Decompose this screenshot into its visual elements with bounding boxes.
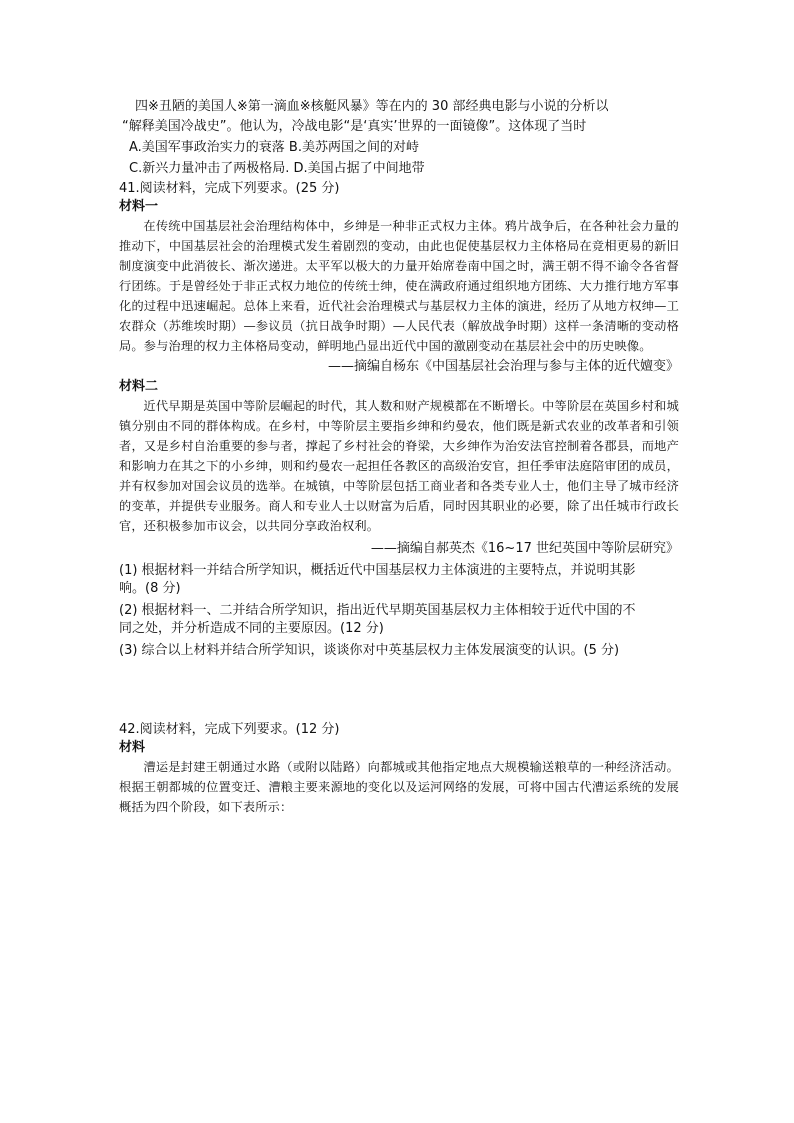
requirement-1-line-2: 响。(8 分) [119,581,181,596]
requirement-2-line-2: 同之处，并分析造成不同的主要原因。(12 分) [119,621,384,636]
requirement-3: (3) 综合以上材料并结合所学知识，谈谈你对中英基层权力主体发展演变的认识。(5 分) [119,643,620,658]
material-1-text: 在传统中国基层社会治理结构体中，乡绅是一种非正式权力主体。鸦片战争后，在各种社会力量的推动下，中国基层社会的治理模式发生着剧烈的变动，由此也促使基层权力主体格局在竞相更易的新旧制度演变中此消彼长、渐次递进。太平军以极大的力量开始席卷南中国之时，满王朝不得不谕令各省督行团练。于是曾经处于非正式权力地位的传统士绅，使在满政府通过组织地方团练、大力推行地方军事化的过程中迅速崛起。总体上来看，近代社会治理模式与基层权力主体的演进，经历了从地方权绅—工农群众（苏维埃时期）—参议员（抗日战争时期）—人民代表（解放战争时期）这样一条清晰的变动格局。参与治理的权力主体格局变动，鲜明地凸显出近代中国的激剧变动在基层社会中的历史映像。 [119,219,679,353]
material-1-source: ——摘编自杨东《中国基层社会治理与参与主体的近代嬗变》 [327,359,679,374]
requirement-2-line-1: (2) 根据材料一、二并结合所学知识，指出近代早期英国基层权力主体相较于近代中国的不 [119,603,636,618]
requirement-1-line-1: (1) 根据材料一并结合所学知识，概括近代中国基层权力主体演进的主要特点，并说明其影 [119,563,636,578]
material-2-heading: 材料二 [119,379,159,394]
q40-options-ab: A.美国军事政治实力的衰落 B.美苏两国之间的对峙 [129,140,419,155]
material-1-heading: 材料一 [119,199,159,214]
q40-stem-line-2: “解释美国冷战史”。他认为，冷战电影“是‘真实’世界的一面镜像”。这体现了当时 [122,119,587,134]
q42-material-body [119,757,679,817]
q41-stem: 41.阅读材料，完成下列要求。(25 分) [119,181,340,196]
question-40 [119,98,679,178]
material-2-body [119,396,679,536]
material-2-text: 近代早期是英国中等阶层崛起的时代，其人数和财产规模都在不断增长。中等阶层在英国乡村和城镇分别由不同的群体构成。在乡村，中等阶层主要指乡绅和约曼农，他们既是新式农业的改革者和引领者，又是乡村自治重要的参与者，撑起了乡村社会的脊梁，大乡绅作为治安法官控制着各郡县，而地产和影响力在其之下的小乡绅，则和约曼农一起担任各教区的高级治安官，担任季审法庭陪审团的成员，并有权参加对国会议员的选举。在城镇，中等阶层包括工商业者和各类专业人士，他们主导了城市经济的变革，并提供专业服务。商人和专业人士以财富为后盾，同时因其职业的必要，除了出任城市行政长官，还积极参加市议会，以共同分享政治权利。 [119,399,679,533]
question-42 [119,721,679,817]
q42-material-text: 漕运是封建王朝通过水路（或附以陆路）向都城或其他指定地点大规模输送粮草的一种经济活动。根据王朝都城的位置变迁、漕粮主要来源地的变化以及运河网络的发展，可将中国古代漕运系统的发展概括为四个阶段，如下表所示： [119,760,679,814]
q42-material-heading: 材料 [119,740,146,755]
q42-stem: 42.阅读材料，完成下列要求。(12 分) [119,722,340,737]
q40-stem-line-1: 四※丑陋的美国人※第一滴血※核艇风暴》等在内的 30 部经典电影与小说的分析以 [135,99,609,114]
material-2-source: ——摘编自郝英杰《16~17 世纪英国中等阶层研究》 [370,541,679,556]
question-41 [119,180,679,660]
q40-options-cd: C.新兴力量冲击了两极格局. D.美国占据了中间地带 [129,161,425,176]
material-1-body [119,216,679,356]
